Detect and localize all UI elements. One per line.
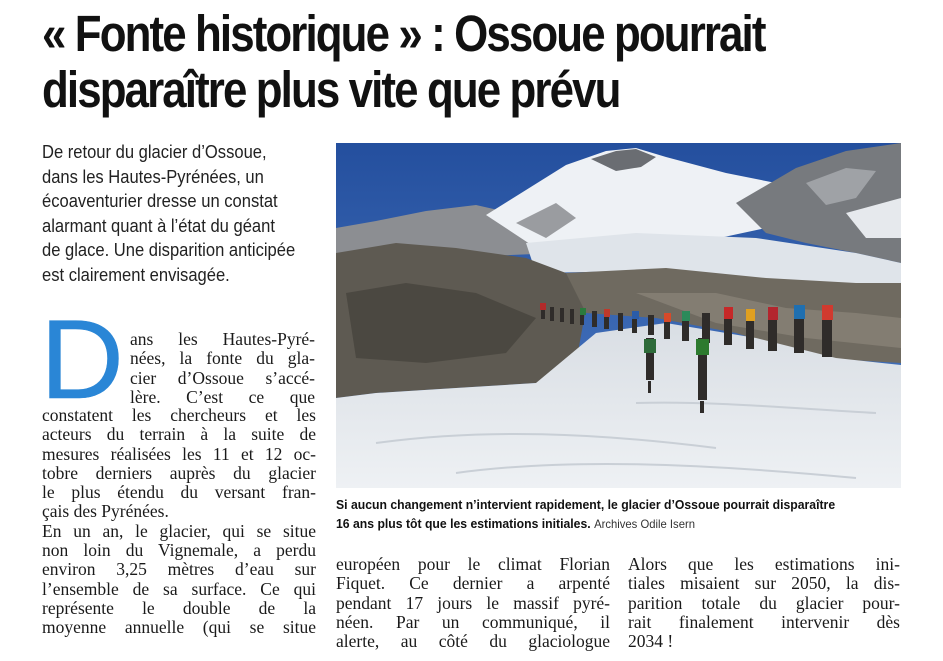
body-line: lère. C’est ce que [130,386,315,407]
lede-paragraph [42,140,300,287]
lede-line: est clairement envisagée. [42,264,230,285]
body-line: parition totale du glacier pour- [628,592,900,613]
photo-credit: Archives Odile Isern [594,517,696,531]
column-1-intro [130,330,315,407]
lede-line: écoaventurier dresse un constat [42,191,278,211]
lede-line: De retour du glacier d’Ossoue, [42,142,267,162]
dropcap-letter-d [38,312,126,406]
column-3-text [628,555,900,651]
caption-line-1: Si aucun changement n’intervient rapidement, le glacier d’Ossoue pourrait disparaître [336,497,836,512]
lede-line: alarmant quant à l’état du géant [42,215,275,236]
dropcap-glyph: D [40,312,124,406]
lede-line: de glace. Une disparition anticipée [42,240,296,260]
body-line: représente le double de la [42,597,316,618]
body-line: constatent les chercheurs et les [42,405,316,425]
body-line: alerte, au côté du glaciologue [336,631,610,652]
body-line: ans les Hautes-Pyré- [130,329,315,349]
glacier-photo [336,143,901,488]
photo-caption [336,495,872,534]
headline-line-1: « Fonte historique » : Ossoue pourrait [42,5,765,62]
column-1-text [42,406,316,638]
body-line: acteurs du terrain à la suite de [42,424,316,445]
body-line: non loin du Vignemale, a perdu [42,540,316,561]
body-line: En un an, le glacier, qui se situe [42,520,316,541]
body-line: tiales misaient sur 2050, la dis- [628,573,900,594]
body-line: 2034 ! [628,631,674,652]
body-line: cier d’Ossoue s’accé- [130,367,315,388]
body-line: nées, la fonte du gla- [130,348,315,369]
headline-line-2: disparaître plus vite que prévu [42,61,620,118]
body-line: néen. Par un communiqué, il [336,611,610,632]
body-line: moyenne annuelle (qui se situe [42,617,316,638]
glacier-photo-illustration [336,143,901,488]
body-line: mesures réalisées les 11 et 12 oc- [42,443,316,464]
body-line: çais des Pyrénées. [42,501,169,522]
body-line: environ 3,25 mètres d’eau sur [42,559,316,580]
body-line: Alors que les estimations ini- [628,554,900,574]
body-line: l’ensemble de sa surface. Ce qui [42,578,316,599]
body-line: tobre derniers auprès du glacier [42,462,316,483]
body-line: Fiquet. Ce dernier a arpenté [336,573,610,594]
body-line: le plus étendu du versant fran- [42,482,316,503]
body-line: rait finalement intervenir dès [628,611,900,632]
lede-line: dans les Hautes-Pyrénées, un [42,166,264,187]
caption-line-2: 16 ans plus tôt que les estimations initiales. [336,516,591,531]
body-line: européen pour le climat Florian [336,554,610,574]
column-2-text [336,555,610,651]
headline [42,6,816,118]
body-line: pendant 17 jours le massif pyré- [336,592,610,613]
